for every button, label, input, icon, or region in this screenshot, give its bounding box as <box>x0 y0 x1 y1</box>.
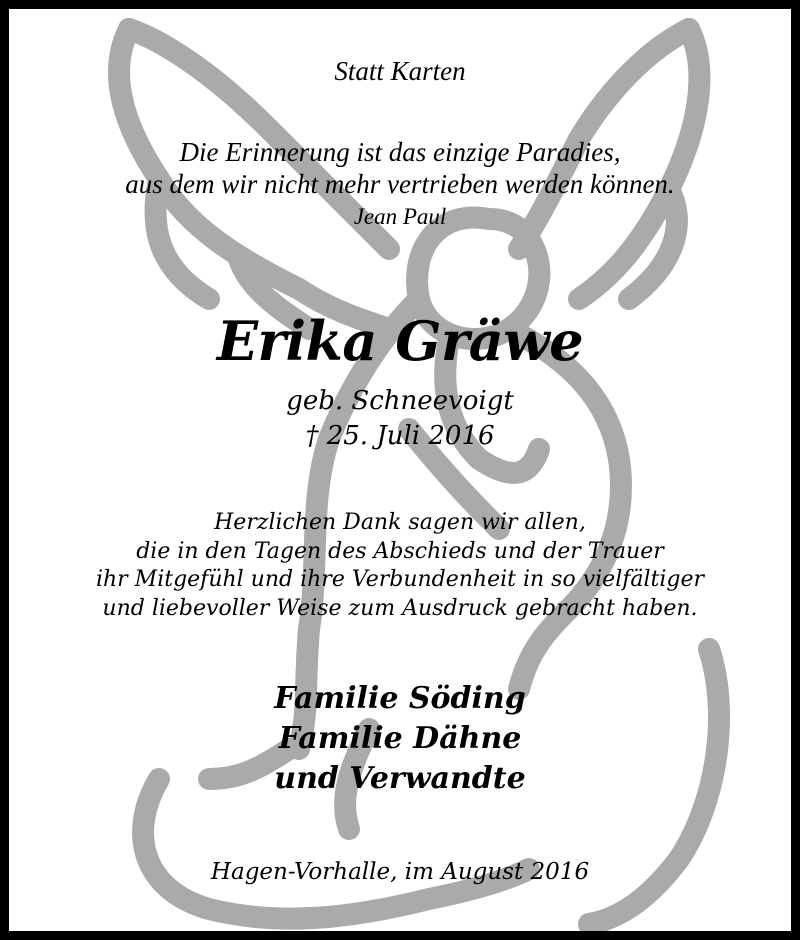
relatives: und Verwandte <box>274 761 526 796</box>
place-and-date: Hagen-Vorhalle, im August 2016 <box>210 859 590 885</box>
family-soeding: Familie Söding <box>274 681 526 716</box>
family-daehne: Familie Dähne <box>278 721 522 756</box>
thanks-line-2: die in den Tagen des Abschieds und der Trauer <box>136 538 664 564</box>
quote-line-1: Die Erinnerung ist das einzige Paradies, <box>179 137 621 167</box>
memorial-quote <box>9 136 791 200</box>
thanks-line-3: ihr Mitgefühl und ihre Verbundenheit in so vielfältiger <box>95 567 705 592</box>
quote-author: Jean Paul <box>353 204 447 229</box>
family-signatures <box>9 679 791 799</box>
header-statt-karten: Statt Karten <box>334 56 466 86</box>
thanks-message <box>9 509 791 623</box>
deceased-name: Erika Gräwe <box>216 309 584 373</box>
quote-line-2: aus dem wir nicht mehr vertrieben werden können. <box>125 169 675 199</box>
cross-icon: † <box>305 421 319 451</box>
thanks-line-4: und liebevoller Weise zum Ausdruck gebracht haben. <box>102 595 698 621</box>
birth-name: geb. Schneevoigt <box>286 386 514 416</box>
death-date: 25. Juli 2016 <box>326 421 495 451</box>
death-date-line <box>9 421 791 451</box>
thanks-line-1: Herzlichen Dank sagen wir allen, <box>214 510 586 535</box>
